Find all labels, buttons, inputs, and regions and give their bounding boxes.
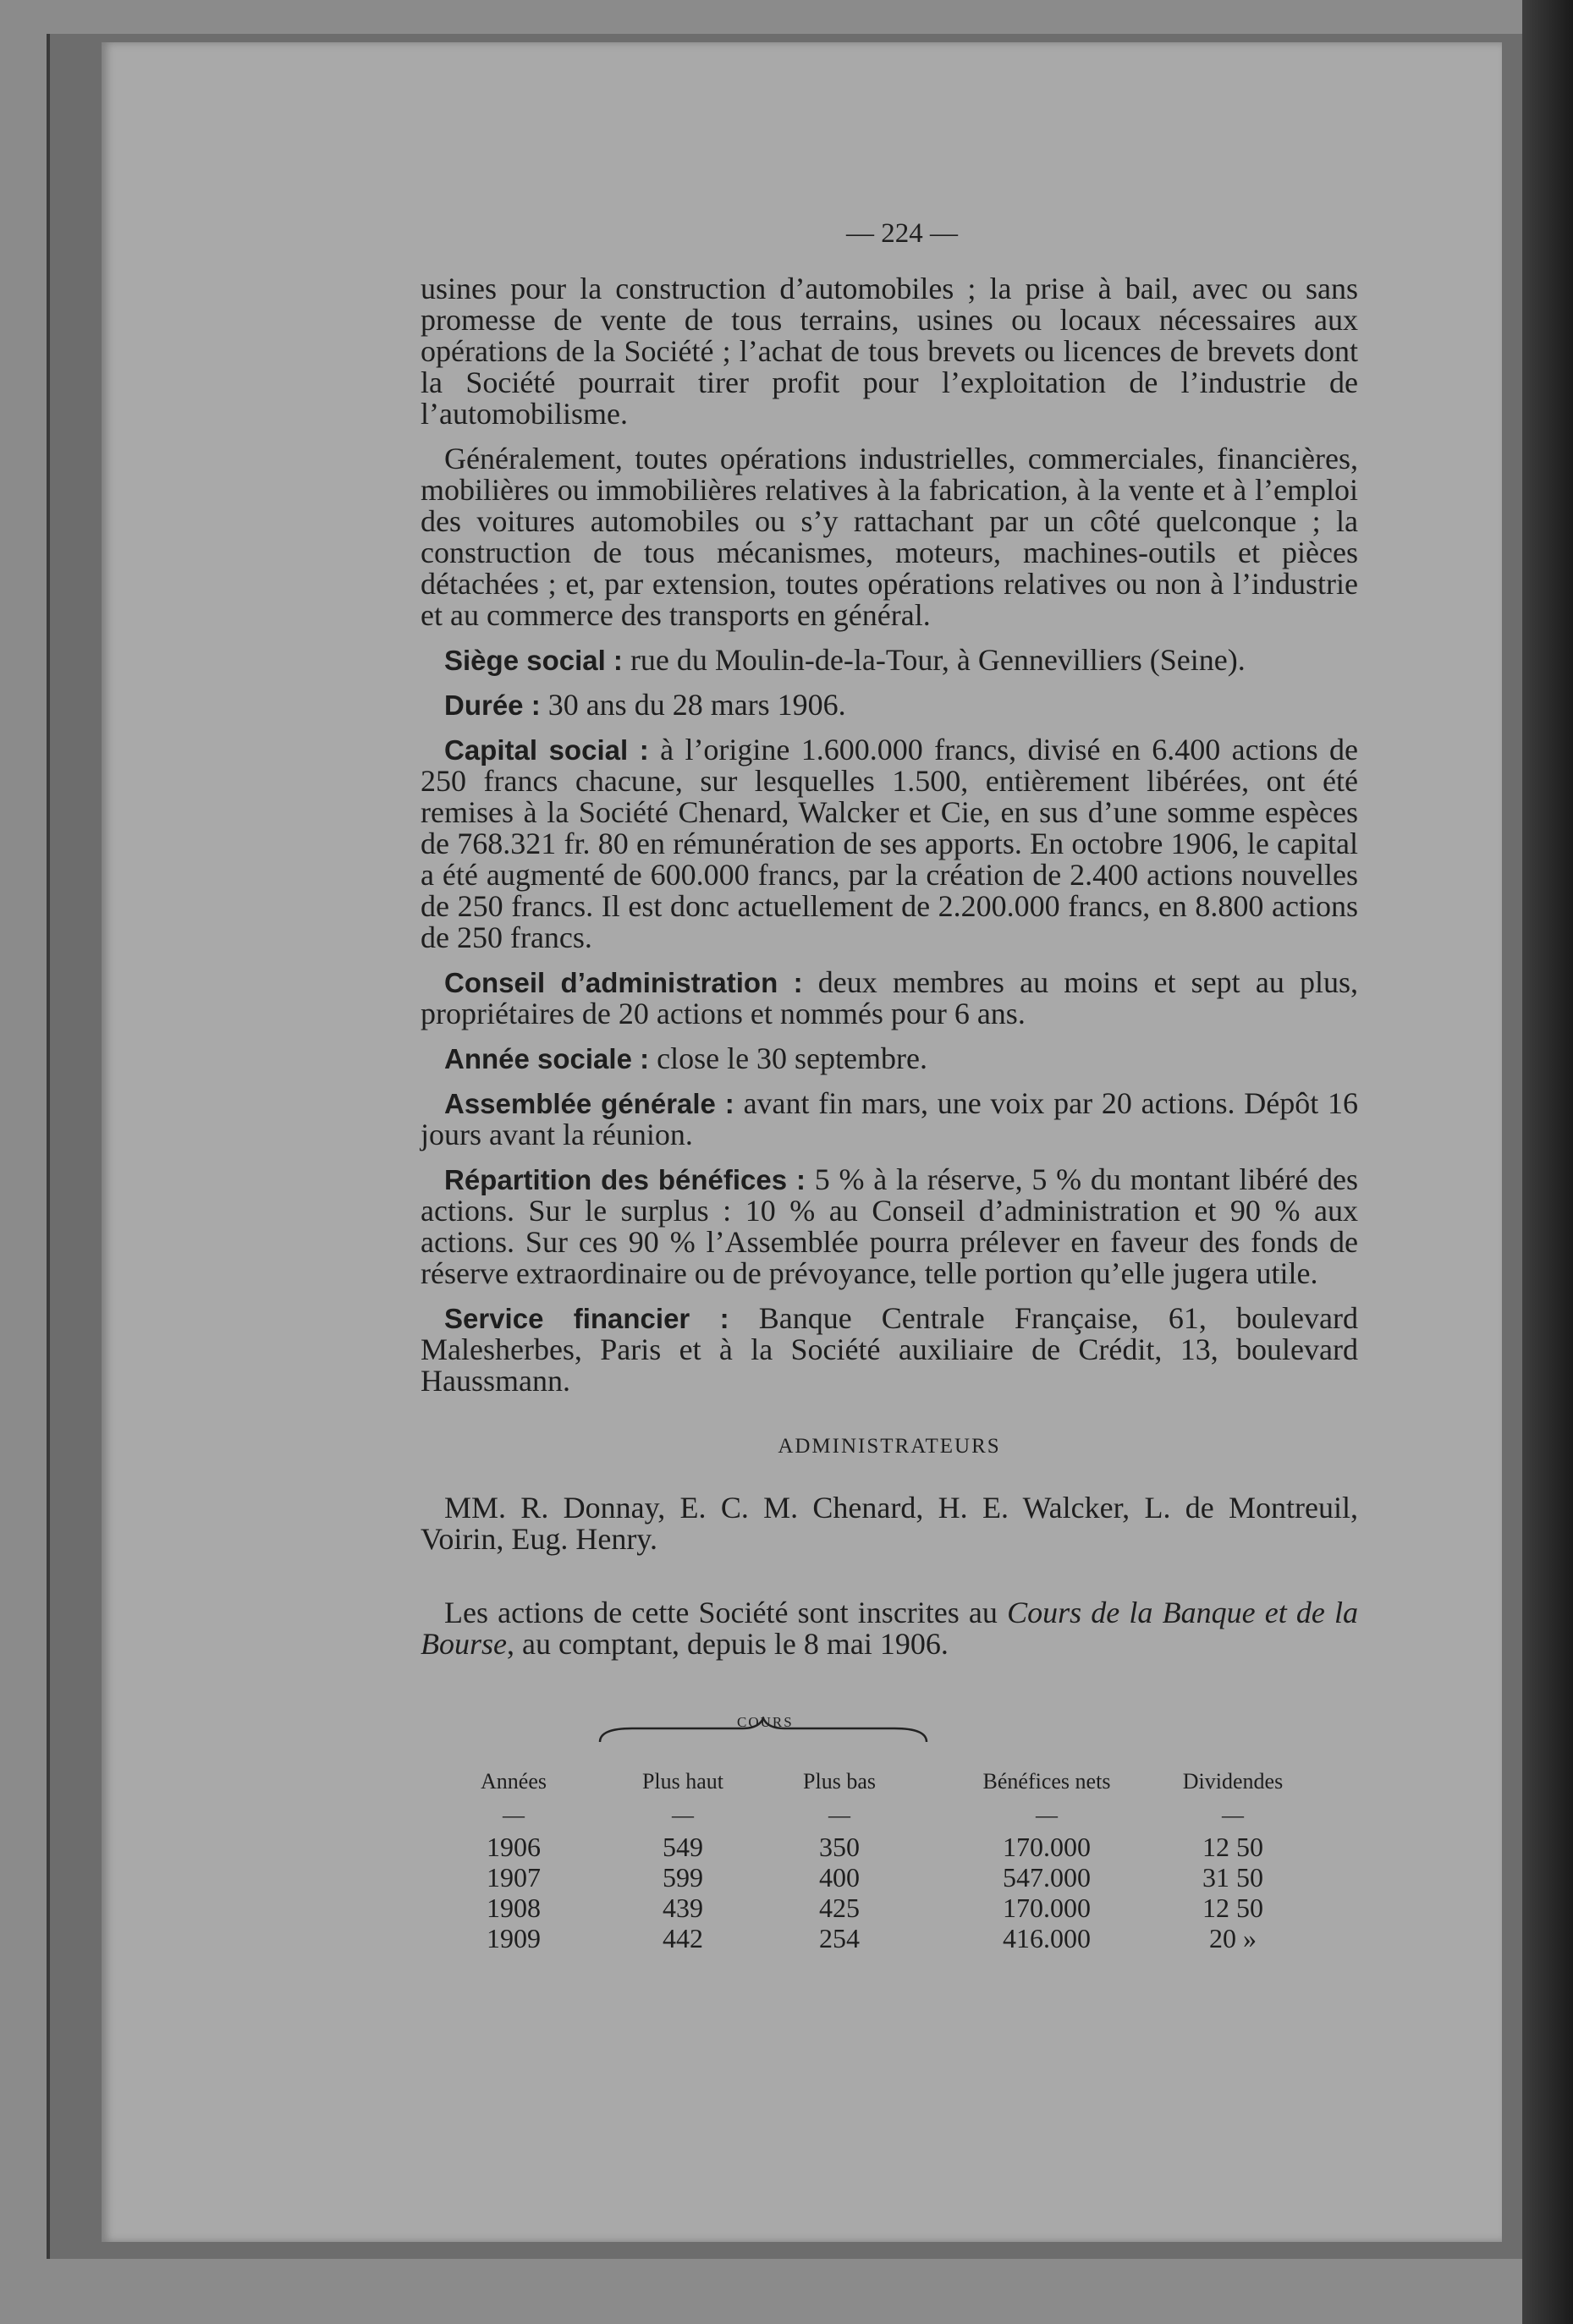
- table-row: [421, 1893, 1358, 1923]
- cell-dividendes: 31 50: [1202, 1862, 1263, 1893]
- cell-dividendes: 12 50: [1202, 1893, 1263, 1923]
- duree-text: 30 ans du 28 mars 1906.: [547, 688, 846, 722]
- repartition-text: 5 % à la réserve, 5 % du montant libéré des actions. Sur le surplus : 10 % au Conseil d’administration et 90 % aux actions. Sur ces 90 % l’Assemblée pourra prélever en faveur des fonds de réserve extraordinaire ou de prévoyance, telle portion qu’elle jugera utile.: [421, 1162, 1359, 1290]
- capital-label: Capital social :: [444, 734, 649, 766]
- paragraph-objet-continued: usines pour la construction d’automobiles ; la prise à bail, avec ou sans promesse de vente de tous terrains, usines ou locaux nécessaires aux opérations de la Société ; l’achat de tous brevets ou licences de brevets dont la Société pourrait tirer profit pour l’exploitation de l’industrie de l’automobilisme.: [421, 272, 1358, 431]
- cell-benefices: 170.000: [1003, 1832, 1091, 1862]
- cell-dividendes: 12 50: [1202, 1832, 1263, 1862]
- cote-after: , au comptant, depuis le 8 mai 1906.: [507, 1627, 949, 1661]
- cours-label: COURS: [737, 1714, 794, 1730]
- table-header-row: [421, 1766, 1358, 1799]
- cell-annee: 1906: [487, 1832, 541, 1862]
- duree-label: Durée :: [444, 690, 541, 721]
- cell-annee: 1909: [487, 1923, 541, 1953]
- cell-annee: 1908: [487, 1893, 541, 1923]
- cell-dividendes: 20 »: [1209, 1923, 1257, 1953]
- cours-group-header: [421, 1706, 1358, 1766]
- dash-plus-haut: —: [672, 1803, 694, 1827]
- cell-benefices: 547.000: [1003, 1862, 1091, 1893]
- dash-annees: —: [503, 1803, 525, 1827]
- cell-plus-haut: 442: [663, 1923, 703, 1953]
- assemblee-text: avant fin mars, une voix par 20 actions. Dépôt 16 jours avant la réunion.: [421, 1086, 1359, 1151]
- section-annee: [421, 1043, 1358, 1074]
- cell-annee: 1907: [487, 1862, 541, 1893]
- header-dividendes: Dividendes: [1182, 1769, 1284, 1794]
- dash-benefices: —: [1036, 1803, 1058, 1827]
- dash-plus-bas: —: [828, 1803, 850, 1827]
- service-label: Service financier :: [444, 1303, 729, 1334]
- cell-plus-haut: 549: [663, 1832, 703, 1862]
- header-plus-haut: Plus haut: [641, 1769, 724, 1794]
- siege-label: Siège social :: [444, 645, 623, 676]
- section-service: [421, 1303, 1358, 1397]
- cell-benefices: 170.000: [1003, 1893, 1091, 1923]
- administrateurs-list: MM. R. Donnay, E. C. M. Chenard, H. E. Walcker, L. de Montreuil, Voirin, Eug. Henry.: [421, 1491, 1358, 1556]
- administrateurs-heading: ADMINISTRATEURS: [778, 1435, 1001, 1458]
- section-siege: [421, 645, 1358, 676]
- cote-publication: Cours de la Banque et de la Bourse: [421, 1596, 1358, 1661]
- table-dash-row: [421, 1799, 1358, 1832]
- section-capital: [421, 734, 1358, 953]
- siege-text: rue du Moulin-de-la-Tour, à Gennevilliers (Seine).: [630, 643, 1246, 677]
- cours-table: [421, 1706, 1358, 1953]
- paragraph-operations: Généralement, toutes opérations industrielles, commerciales, financières, mobilières ou immobilières relatives à la fabrication, à la vente et à l’emploi des voitures automobiles ou s’y rattachant par un côté quelconque ; la construction de tous mécanismes, moteurs, machines-outils et pièces détachées ; et, par extension, toutes opérations relatives ou non à l’industrie et au commerce des transports en général.: [421, 442, 1358, 632]
- annee-text: close le 30 septembre.: [657, 1041, 927, 1075]
- cote-before: Les actions de cette Société sont inscrites au: [444, 1596, 998, 1629]
- page-number: — 224 —: [846, 218, 958, 249]
- cell-plus-haut: 439: [663, 1893, 703, 1923]
- section-duree: [421, 690, 1358, 721]
- header-benefices: Bénéfices nets: [982, 1769, 1111, 1794]
- dash-dividendes: —: [1222, 1803, 1244, 1827]
- header-plus-bas: Plus bas: [803, 1769, 876, 1794]
- annee-label: Année sociale :: [444, 1043, 650, 1074]
- section-conseil: [421, 967, 1358, 1030]
- section-repartition: [421, 1164, 1358, 1289]
- book-spine: [1522, 0, 1573, 2324]
- capital-text: à l’origine 1.600.000 francs, divisé en 6.400 actions de 250 francs chacune, sur lesquelles 1.500, entièrement libérées, ont été remises à la Société Chenard, Walcker et Cie, en sus d’une somme espèces de 768.321 fr. 80 en rémunération de ses apports. En octobre 1906, le capital a été augmenté de 600.000 francs, par la création de 2.400 actions nouvelles de 250 francs. Il est donc actuellement de 2.200.000 francs, en 8.800 actions de 250 francs.: [421, 733, 1358, 954]
- cell-plus-bas: 425: [819, 1893, 860, 1923]
- cell-plus-bas: 350: [819, 1832, 860, 1862]
- brace-icon: [598, 1717, 928, 1745]
- repartition-label: Répartition des bénéfices :: [444, 1164, 806, 1195]
- cell-plus-haut: 599: [663, 1862, 703, 1893]
- table-row: [421, 1923, 1358, 1953]
- table-row: [421, 1832, 1358, 1862]
- cell-benefices: 416.000: [1003, 1923, 1091, 1953]
- page-content: [421, 218, 1358, 1953]
- header-annees: Années: [481, 1769, 547, 1794]
- conseil-label: Conseil d’administration :: [444, 967, 803, 998]
- conseil-text: deux membres au moins et sept au plus, propriétaires de 20 actions et nommés pour 6 ans.: [421, 965, 1359, 1030]
- cell-plus-bas: 400: [819, 1862, 860, 1893]
- table-row: [421, 1862, 1358, 1893]
- cell-plus-bas: 254: [819, 1923, 860, 1953]
- cote-paragraph: [421, 1597, 1358, 1660]
- section-assemblee: [421, 1088, 1358, 1151]
- service-text: Banque Centrale Française, 61, boulevard Malesherbes, Paris et à la Société auxiliaire de Crédit, 13, boulevard Haussmann.: [421, 1301, 1359, 1398]
- assemblee-label: Assemblée générale :: [444, 1088, 734, 1119]
